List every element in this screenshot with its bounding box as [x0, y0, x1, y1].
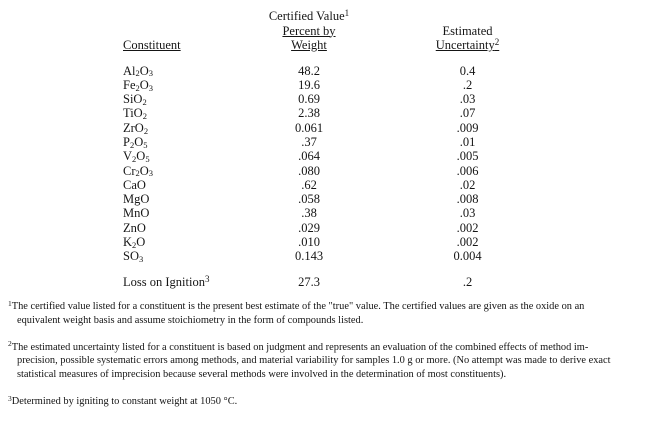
footnote-text: Determined by igniting to constant weight at 1050 °C.	[11, 395, 238, 407]
table-row	[0, 235, 656, 249]
table-row	[0, 149, 656, 163]
constituent-cell: TiO$_2$	[123, 106, 147, 122]
uncertainty-cell: .008	[456, 192, 479, 207]
footnote-line: precision, possible systematic errors among methods, and material variability for samples 1.0 g or more. (No attempt was made to derive exact	[17, 355, 611, 367]
value-cell: .080	[298, 163, 320, 178]
footnote-1	[8, 300, 653, 328]
header-constituent: Constituent	[123, 38, 181, 52]
table-row	[0, 121, 656, 135]
table-row	[0, 164, 656, 178]
footnote-text: The estimated uncertainty listed for a constituent is based on judgment and represents an evaluation of the combined effects of method im-	[11, 341, 589, 353]
table-row	[0, 135, 656, 149]
value-cell: .029	[298, 220, 320, 235]
header-certified-value-cell	[268, 9, 350, 53]
footnote-2	[8, 341, 653, 382]
uncertainty-cell: 0.4	[459, 63, 476, 78]
header-percent-by-weight: Percent by Weight	[282, 23, 336, 52]
constituent-cell: Loss on Ignition$^3$	[123, 273, 210, 289]
constituent-cell: SiO$_2$	[123, 92, 147, 107]
table-row	[0, 206, 656, 220]
value-cell: .064	[298, 149, 320, 164]
table-row	[0, 178, 656, 192]
value-cell: 0.061	[294, 120, 324, 135]
header-uncertainty: Uncertainty$^2$	[435, 36, 500, 52]
table-row	[0, 192, 656, 206]
footnote-line	[8, 395, 653, 409]
constituent-cell: $Fe_2O_3$	[123, 77, 154, 93]
header-uncertainty-cell	[350, 24, 585, 53]
uncertainty-cell: .009	[456, 120, 479, 135]
footnote-line: equivalent weight basis and assume stoichiometry in the form of compounds listed.	[17, 314, 364, 326]
constituent-cell: $Cr_2O_3$	[123, 163, 154, 179]
table-row	[0, 78, 656, 92]
value-cell: .62	[301, 177, 317, 192]
value-cell: .010	[298, 235, 320, 250]
value-cell: .38	[301, 206, 317, 221]
footnotes	[8, 300, 653, 409]
footnote-marker: 1	[8, 298, 12, 308]
value-cell: 0.69	[298, 92, 320, 107]
uncertainty-cell: .01	[459, 134, 476, 149]
table-header	[0, 9, 656, 53]
table-row	[0, 92, 656, 106]
uncertainty-cell: .005	[456, 149, 479, 164]
table-row	[0, 64, 656, 78]
value-cell: 27.3	[298, 274, 320, 289]
table-row	[0, 221, 656, 235]
uncertainty-cell: .02	[459, 177, 476, 192]
uncertainty-cell: .03	[459, 92, 476, 107]
constituent-cell: $Al_2O_3$	[123, 63, 154, 79]
footnote-text: The certified value listed for a constituent is the present best estimate of the "true" value. The certified values are given as the oxide on an	[11, 301, 585, 312]
table-row	[0, 249, 656, 263]
table-body	[0, 64, 656, 264]
value-cell: 2.38	[298, 106, 320, 121]
uncertainty-cell: .002	[456, 235, 479, 250]
constituent-cell: ZrO$_2$	[123, 120, 149, 136]
constituent-cell: $K_2O$	[123, 235, 146, 250]
footnote-line	[8, 341, 653, 355]
uncertainty-cell: .2	[462, 77, 473, 92]
footnote-line	[8, 300, 653, 314]
constituent-cell: $SO_3$	[123, 249, 144, 265]
uncertainty-cell: .07	[459, 106, 476, 121]
value-cell: 48.2	[298, 63, 320, 78]
constituent-cell: MgO	[123, 192, 150, 207]
header-constituent-cell	[123, 38, 268, 53]
footnote-marker: 3	[8, 393, 12, 403]
footnote-3	[8, 395, 653, 409]
value-cell: 0.143	[294, 249, 324, 264]
value-cell: .37	[301, 134, 317, 149]
table-row	[0, 106, 656, 120]
value-cell: .058	[298, 192, 320, 207]
uncertainty-cell: .03	[459, 206, 476, 221]
certified-values-table	[0, 9, 656, 289]
header-estimated: Estimated	[442, 23, 493, 38]
loss-on-ignition-row	[0, 275, 656, 289]
uncertainty-cell: 0.004	[453, 249, 482, 264]
constituent-cell: ZnO	[123, 220, 146, 235]
footnote-line: statistical measures of imprecision because several methods were involved in the determination of most constituents).	[17, 369, 507, 381]
uncertainty-cell: .2	[462, 274, 473, 289]
uncertainty-cell: .006	[456, 163, 479, 178]
constituent-cell: CaO	[123, 177, 146, 192]
value-cell: 19.6	[298, 77, 320, 92]
constituent-cell: $P_2O_5$	[123, 134, 148, 150]
uncertainty-cell: .002	[456, 220, 479, 235]
constituent-cell: $V_2O_5$	[123, 149, 150, 165]
footnote-marker: 2	[8, 339, 12, 349]
header-certified-value: Certified Value$^1$	[268, 7, 350, 23]
constituent-cell: MnO	[123, 206, 150, 221]
